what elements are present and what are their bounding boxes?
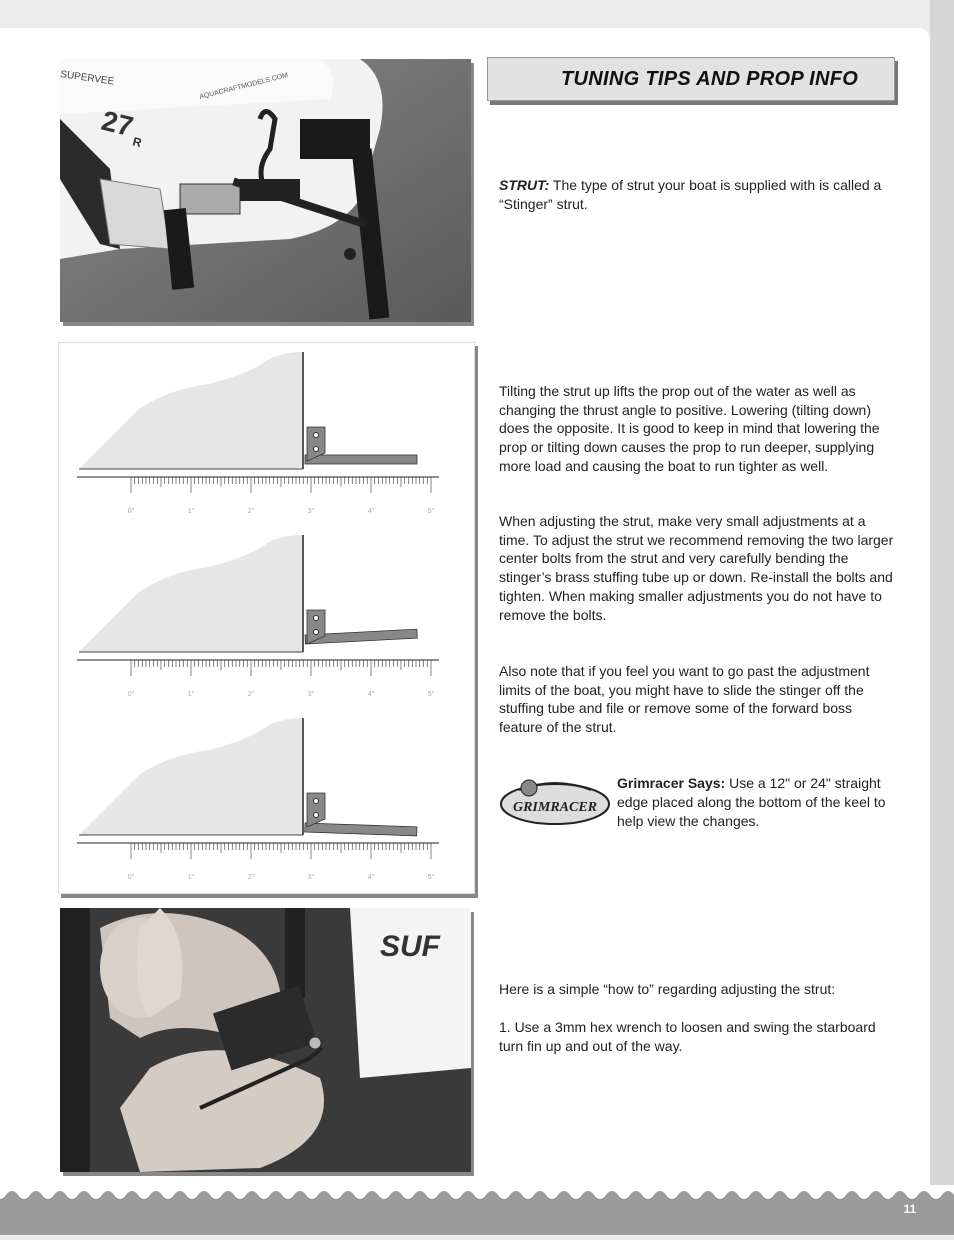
- diagram-3-ruler-label: 4": [367, 874, 375, 881]
- diagram-3-ruler-label: 2": [247, 874, 255, 881]
- grimracer-tip: [617, 774, 897, 831]
- diagram-1-ruler-label: 0": [127, 508, 135, 515]
- page-number: 11: [903, 1202, 917, 1216]
- diagram-3-stuffing-tube: [305, 823, 417, 836]
- grimracer-logo: [499, 776, 611, 826]
- strut-paragraph: [499, 176, 895, 213]
- tip-label: Grimracer Says:: [617, 775, 726, 791]
- diagram-1-bolt-lower: [314, 447, 319, 452]
- section-heading: TUNING TIPS AND PROP INFO: [561, 68, 859, 90]
- adjusting-paragraph: When adjusting the strut, make very small adjustments at a time. To adjust the strut we recommend removing the two larger center bolts from the strut and very carefully bending the stinger’s brass stuffing tube up or down. Re-install the bolts and tighten. When making smaller adjustments you do not have to remove the bolts.: [499, 513, 894, 623]
- diagram-2-hull: [79, 535, 303, 652]
- diagram-3-hull: [79, 718, 303, 835]
- diagram-1-ruler-label: 1": [187, 508, 195, 515]
- diagram-1-ruler-label: 4": [367, 508, 375, 515]
- diagram-1-ruler-label: 2": [247, 508, 255, 515]
- hex-wrench-illustration: [60, 908, 471, 1172]
- diagram-3-ruler-label: 3": [307, 874, 315, 881]
- hull-brand-text: SUPERVEE: [59, 69, 115, 88]
- hull-lettering: SUF: [380, 930, 440, 963]
- strut-label: STRUT:: [499, 177, 550, 193]
- hex-wrench-photo: [60, 908, 471, 1172]
- hull-model-number: 27: [98, 104, 137, 143]
- page-edge-bar: [930, 0, 954, 1235]
- tilting-paragraph: Tilting the strut up lifts the prop out of the water as well as changing the thrust angle to positive. Lowering (tilting down) does the opposite. It is good to keep in mind that lowering the prop or tilting down causes the prop to run deeper, supplying more load and causing the boat to run tighter as well.: [499, 383, 880, 474]
- diagram-2-bolt-lower: [314, 630, 319, 635]
- strut-diagrams-svg: [59, 343, 474, 893]
- hull-model-suffix: R: [131, 134, 144, 151]
- wave-border: [0, 1185, 954, 1235]
- diagram-2-ruler-label: 5": [427, 691, 435, 698]
- diagram-2-ruler-label: 4": [367, 691, 375, 698]
- diagram-3-ruler-label: 5": [427, 874, 435, 881]
- strut-text: The type of strut your boat is supplied with is called a “Stinger” strut.: [499, 177, 882, 212]
- diagram-2-ruler-label: 0": [127, 691, 135, 698]
- bottom-wave-band: [0, 1185, 954, 1235]
- diagram-2-bolt-upper: [314, 616, 319, 621]
- diagram-2-ruler-label: 3": [307, 691, 315, 698]
- tip-text: Use a 12" or 24" straight edge placed along the bottom of the keel to help view the changes.: [617, 775, 886, 829]
- diagram-2-ruler-label: 2": [247, 691, 255, 698]
- diagram-1-hull: [79, 352, 303, 469]
- howto-step-1: 1. Use a 3mm hex wrench to loosen and swing the starboard turn fin up and out of the way.: [499, 1019, 876, 1054]
- diagram-1-ruler-label: 3": [307, 508, 315, 515]
- section-heading-box: [487, 57, 895, 101]
- diagram-3-ruler-label: 0": [127, 874, 135, 881]
- diagram-3-bolt-lower: [314, 813, 319, 818]
- hull-url-text: AQUACRAFTMODELS.COM: [198, 72, 289, 101]
- strut-angle-diagrams: [58, 342, 475, 894]
- diagram-3-ruler-label: 1": [187, 874, 195, 881]
- diagram-3-bolt-upper: [314, 799, 319, 804]
- diagram-1-bolt-upper: [314, 433, 319, 438]
- diagram-2-ruler-label: 1": [187, 691, 195, 698]
- howto-intro: Here is a simple “how to” regarding adjusting the strut:: [499, 981, 836, 997]
- also-note-paragraph: Also note that if you feel you want to go past the adjustment limits of the boat, you might have to slide the stinger off the stuffing tube and file or remove some of the forward boss feature of the strut.: [499, 663, 870, 736]
- diagram-1-stuffing-tube: [305, 455, 417, 464]
- logo-lettering: GRIMRACER: [512, 800, 598, 815]
- diagram-1-ruler-label: 5": [427, 508, 435, 515]
- boat-stern-illustration: [60, 59, 471, 322]
- boat-stern-photo: [60, 59, 471, 322]
